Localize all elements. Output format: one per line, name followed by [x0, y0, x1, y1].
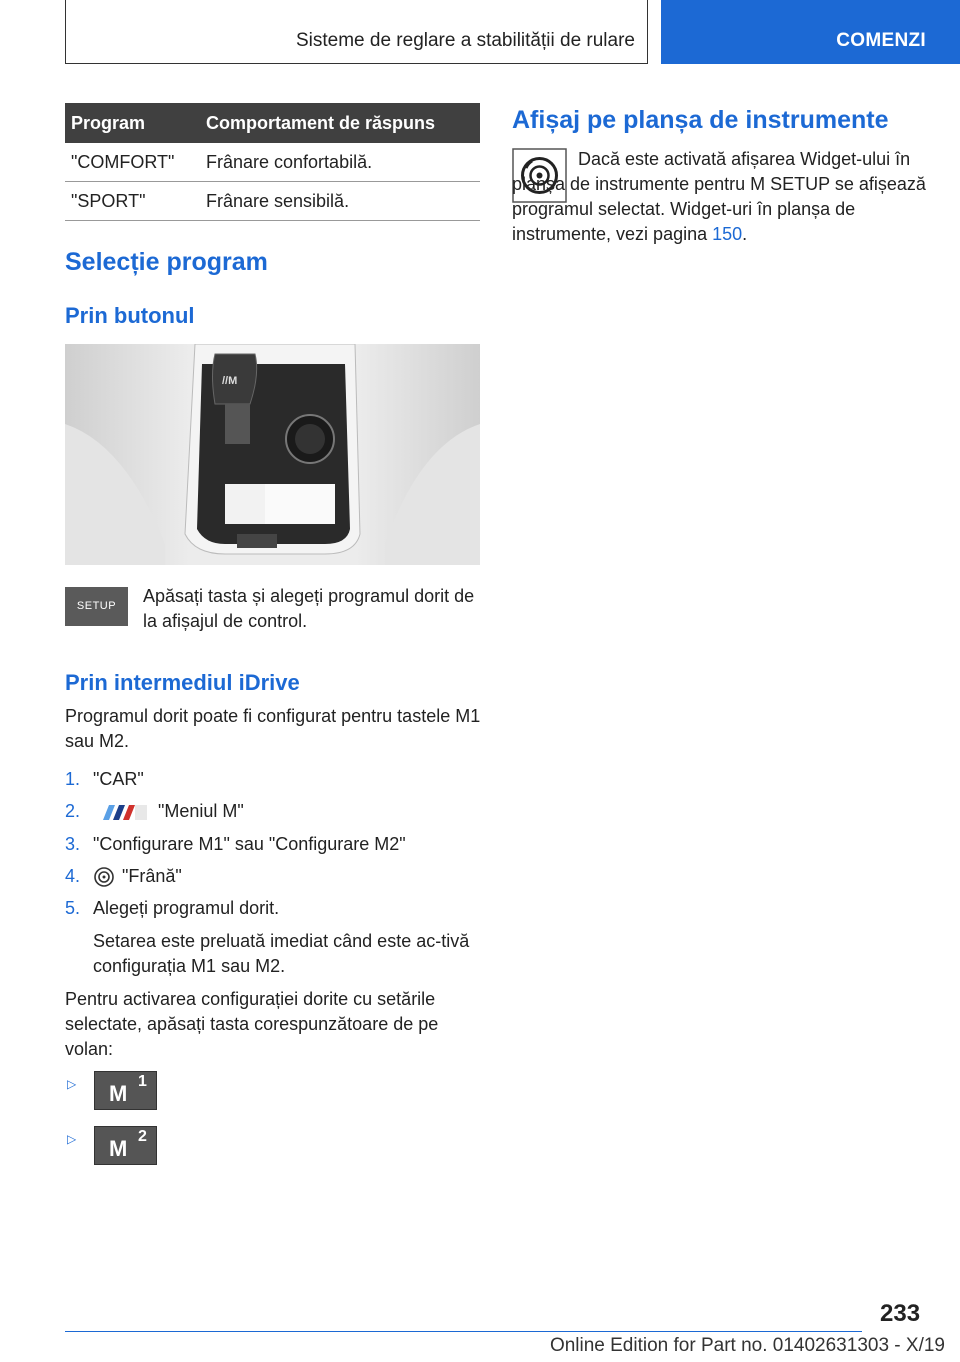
table-row [65, 182, 480, 221]
table-header-program: Program [65, 103, 206, 143]
instrument-display-text [512, 147, 932, 247]
idrive-intro: Programul dorit poate fi configurat pentru tastele M1 sau M2. [65, 706, 481, 751]
table-header-behavior: Comportament de răspuns [206, 103, 480, 143]
step-number: 5. [65, 898, 81, 918]
table-cell: "SPORT" [65, 182, 206, 221]
chapter-tab[interactable] [661, 0, 960, 64]
m1-superscript: 1 [138, 1073, 147, 1090]
table-cell: Frânare sensibilă. [206, 182, 480, 221]
setup-button-icon: SETUP [65, 587, 128, 626]
footer-divider [65, 1331, 862, 1332]
center-console-illustration [65, 344, 480, 565]
m1-button-icon [94, 1071, 157, 1110]
table-cell: Frânare confortabilă. [206, 143, 480, 182]
bullet-marker: ▷ [67, 1132, 77, 1146]
center-console-photo [65, 344, 480, 565]
table-cell: "COMFORT" [65, 143, 206, 182]
button-instruction: Apăsați tasta și alegeți programul dorit de la afișajul de control. [143, 586, 475, 631]
via-idrive-heading: Prin intermediul iDrive [65, 670, 300, 695]
step-number: 4. [65, 866, 81, 886]
section-title: Sisteme de reglare a stabilității de rulare [295, 30, 635, 51]
m-menu-stripes-icon [97, 803, 149, 826]
step-text: "Meniul M" [158, 801, 244, 821]
m2-button-icon [94, 1126, 157, 1165]
step-number: 2. [65, 801, 81, 821]
step-text: "CAR" [93, 769, 144, 789]
program-table [65, 103, 480, 221]
step-number: 1. [65, 769, 81, 789]
step-number: 3. [65, 834, 81, 854]
step-text: Alegeți programul dorit. [93, 898, 280, 918]
via-button-heading: Prin butonul [65, 303, 195, 328]
header-frame [65, 0, 648, 64]
m2-label: M [109, 1136, 128, 1161]
svg-text://M: //M [222, 375, 238, 387]
brake-icon [93, 866, 115, 893]
chapter-tab-label: COMENZI [836, 30, 926, 51]
page-link[interactable]: 150 [712, 224, 743, 244]
footer-edition: Online Edition for Part no. 01402631303 - X/19 [549, 1335, 945, 1356]
instrument-display-end: . [742, 224, 748, 244]
instrument-display-heading: Afișaj pe planșa de instrumente [512, 106, 889, 134]
program-selection-heading: Selecție program [65, 248, 268, 276]
table-row [65, 143, 480, 182]
instrument-display-body: Dacă este activată afișarea Widget-ului în planșa de instrumente pentru M SETUP se afișează programul selectat. Widget-uri în planșa de instrumente, vezi pagina [512, 149, 926, 244]
step5-note: Setarea este preluată imediat când este ac-tivă configurația M1 sau M2. [93, 931, 470, 976]
bullet-marker: ▷ [67, 1077, 77, 1091]
page-number: 233 [880, 1300, 921, 1327]
activation-text: Pentru activarea configurației dorite cu setările selectate, apăsați tasta corespunzătoare de pe volan: [65, 989, 439, 1059]
m1-label: M [109, 1081, 128, 1106]
m2-superscript: 2 [138, 1128, 147, 1145]
table-header-row [65, 103, 480, 143]
step-text: "Frână" [122, 866, 182, 886]
step-text: "Configurare M1" sau "Configurare M2" [93, 834, 406, 854]
